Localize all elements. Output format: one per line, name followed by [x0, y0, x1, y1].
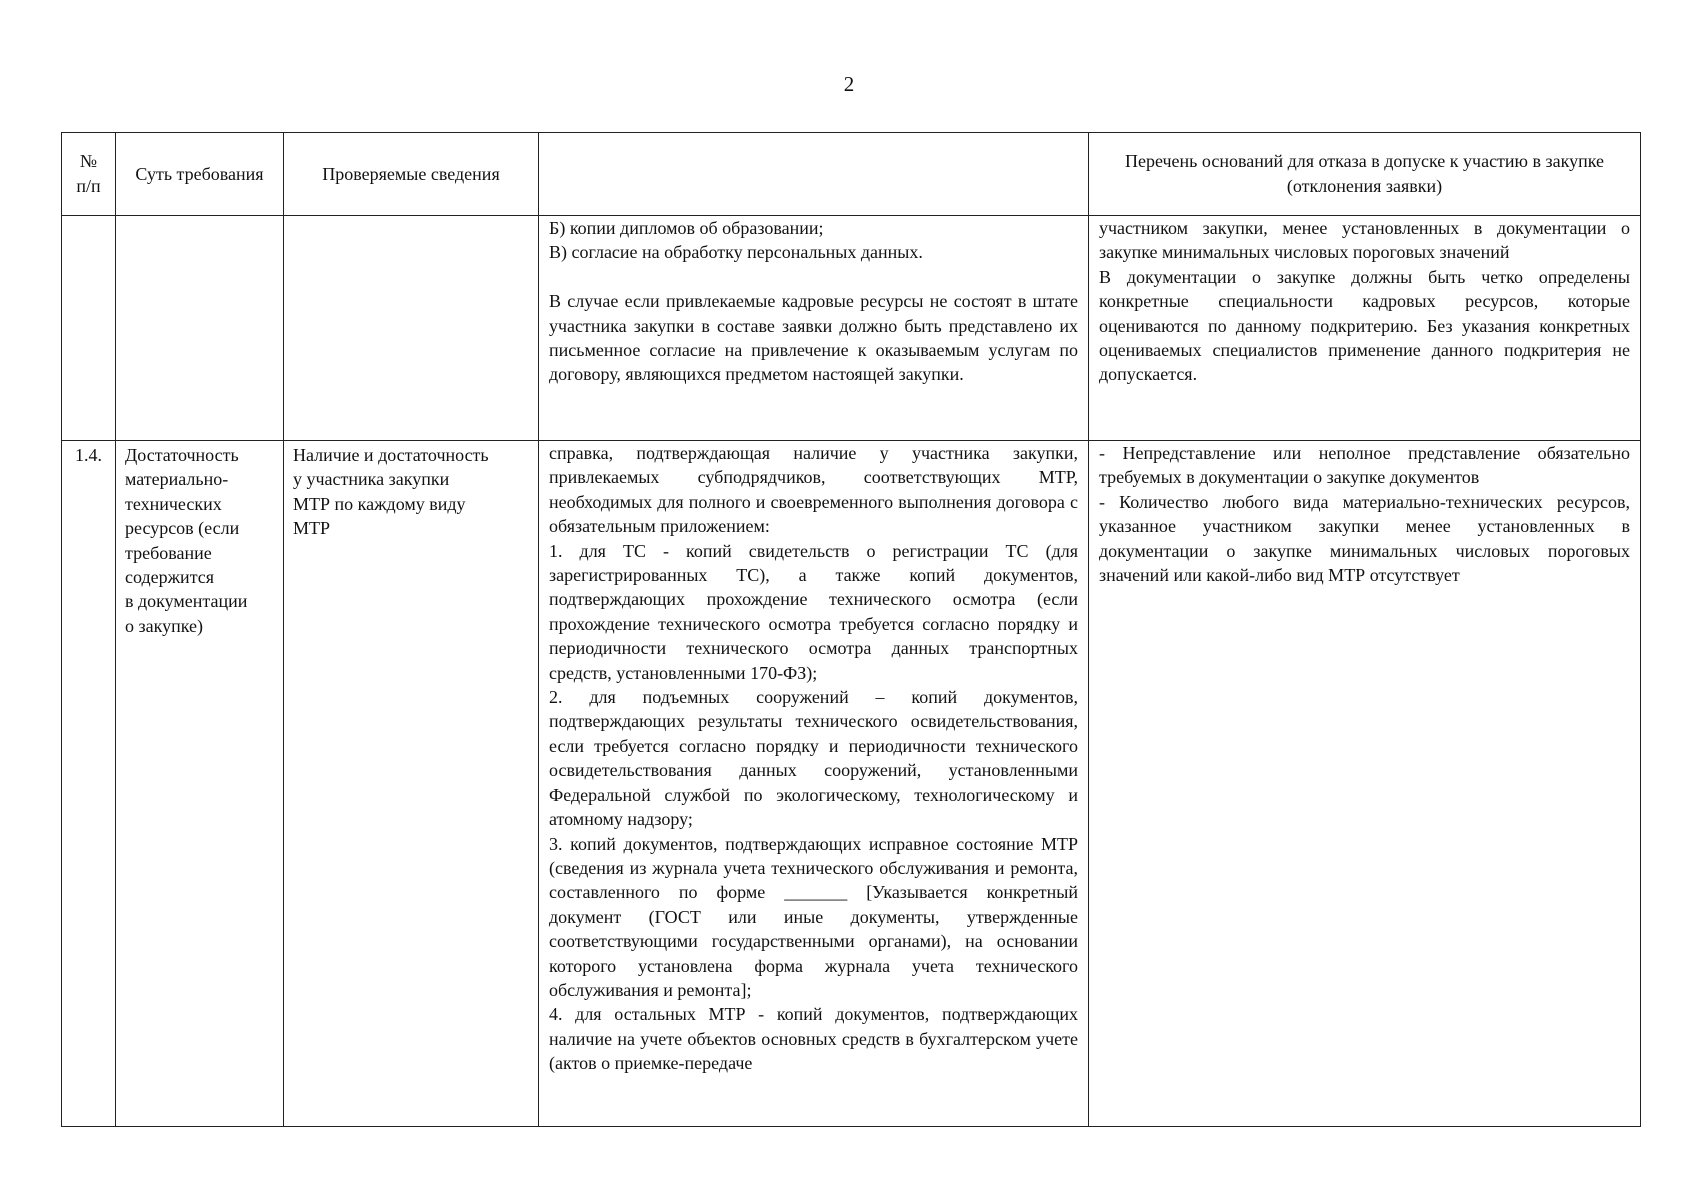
row-number: 1.4.	[62, 441, 116, 1127]
table-header-row	[62, 133, 1641, 216]
document-item: 3. копий документов, подтверждающих исправное состояние МТР (сведения из журнала учета технического обслуживания и ремонта, составленного по форме _______ [Указывается конкретный документ (ГОСТ или иные документы, утвержденные соответствующими государственными органами), на основании которого установлена форма журнала учета технического обслуживания и ремонта];	[549, 833, 1078, 1000]
page-number: 2	[843, 72, 855, 96]
table-row	[62, 216, 1641, 441]
essence-line: материально-	[125, 469, 229, 490]
ground-item: - Количество любого вида материально-технических ресурсов, указанное участником закупки менее установленных в документации о закупке минимальных числовых пороговых значений или какой-либо вид МТР отсутствует	[1099, 491, 1630, 586]
verified-line: Наличие и достаточность	[293, 445, 489, 465]
essence-line: содержится	[125, 567, 215, 588]
row-rejection-grounds	[1089, 216, 1641, 441]
document-item: В) согласие на обработку персональных данных.	[549, 242, 923, 263]
essence-line: в документации	[125, 591, 248, 612]
document-item: 1. для ТС - копий свидетельств о регистрации ТС (для зарегистрированных ТС), а также копий документов, подтверждающих прохождение технического осмотра (если прохождение технического осмотра требуется согласно порядку и периодичности технического осмотра данных транспортных средств, установленными 170-ФЗ);	[549, 540, 1078, 683]
document-item: Б) копии дипломов об образовании;	[549, 218, 824, 238]
essence-line: технических	[125, 493, 222, 514]
verified-line: МТР по каждому виду	[293, 493, 466, 514]
document-item: 2. для подъемных сооружений – копий документов, подтверждающих результаты технического освидетельствования, если требуется согласно порядку и периодичности технического освидетельствования данных сооружений, установленными Федеральной службой по экологическому, технологическому и атомному надзору;	[549, 687, 1078, 830]
header-documents	[539, 133, 1089, 216]
requirements-table	[61, 132, 1641, 1127]
header-rejection-grounds: Перечень оснований для отказа в допуске к участию в закупке (отклонения заявки)	[1089, 133, 1641, 216]
header-number-line2: п/п	[76, 176, 101, 196]
row-documents	[539, 441, 1089, 1127]
document-item: справка, подтверждающая наличие у участника закупки, привлекаемых субподрядчиков, соответствующих МТР, необходимых для полного и своевременного выполнения договора с обязательным приложением:	[549, 443, 1078, 537]
verified-line: у участника закупки	[293, 469, 450, 490]
verified-line: МТР	[293, 518, 331, 539]
row-rejection-grounds	[1089, 441, 1641, 1127]
essence-line: о закупке)	[125, 615, 204, 636]
essence-line: требование	[125, 542, 212, 563]
header-verified-info: Проверяемые сведения	[284, 133, 539, 216]
document-paragraph: В случае если привлекаемые кадровые ресурсы не состоят в штате участника закупки в составе заявки должно быть представлено их письменное согласие на привлечение к оказываемым услугам по договору, являющихся предметом настоящей закупки.	[549, 291, 1078, 385]
row-verified-info	[284, 441, 539, 1127]
header-number	[62, 133, 116, 216]
header-number-line1: №	[79, 151, 98, 171]
ground-item: - Непредставление или неполное представление обязательно требуемых в документации о закупке документов	[1099, 443, 1630, 488]
ground-item: В документации о закупке должны быть четко определены конкретные специальности кадровых ресурсов, которые оцениваются по данному подкритерию. Без указания конкретных оцениваемых специалистов применение данного подкритерия не допускается.	[1099, 266, 1630, 385]
row-verified-info	[284, 216, 539, 441]
document-item: 4. для остальных МТР - копий документов, подтверждающих наличие на учете объектов основных средств в бухгалтерском учете (актов о приемке-передаче	[549, 1004, 1078, 1074]
ground-item: участником закупки, менее установленных в документации о закупке минимальных числовых пороговых значений	[1099, 218, 1630, 263]
row-number	[62, 216, 116, 441]
row-documents	[539, 216, 1089, 441]
header-essence: Суть требования	[116, 133, 284, 216]
row-essence	[116, 216, 284, 441]
essence-line: Достаточность	[125, 445, 239, 465]
row-essence	[116, 441, 284, 1127]
essence-line: ресурсов (если	[125, 518, 240, 539]
paragraph-gap	[549, 265, 1078, 289]
table-row	[62, 441, 1641, 1127]
